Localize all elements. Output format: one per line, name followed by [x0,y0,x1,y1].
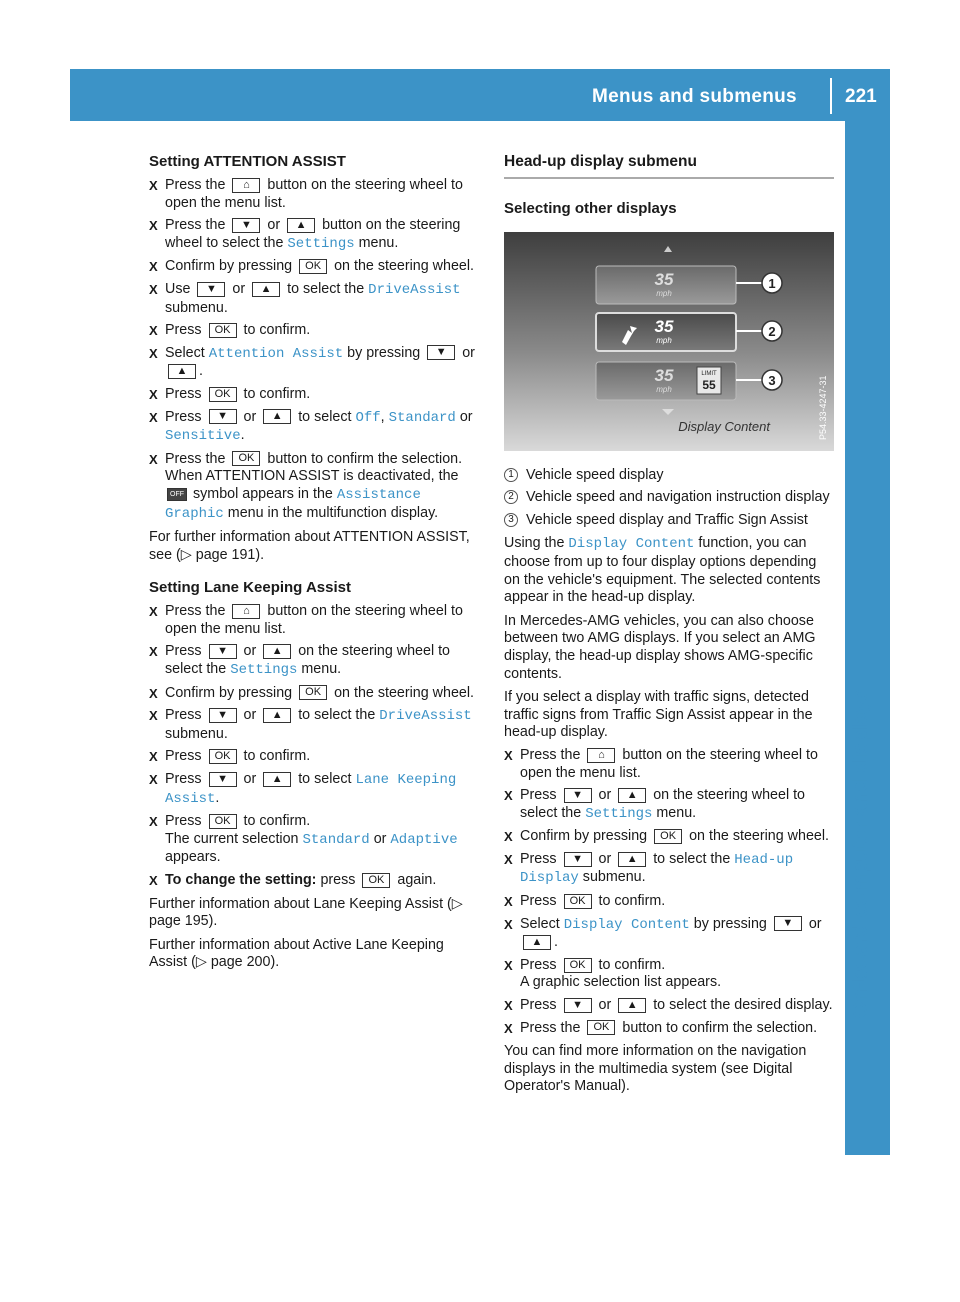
ok-button-icon: OK [654,829,682,844]
step-text: to select [298,408,352,425]
step [504,747,834,782]
menu-name: Settings [287,235,355,252]
step [149,451,482,523]
paragraph-text: function, you can choose from up to four display options depending on the vehicle's equipment. The selected contents appear in the head-up display. [504,535,821,606]
step [149,281,482,317]
speed-value: 35 [654,365,674,385]
step-text: menu. [301,661,342,678]
speed-unit: mph [656,288,672,298]
step-text: Press the [165,217,226,234]
option-value: Standard [388,409,456,426]
down-button-icon: ▼ [774,916,802,931]
option-value: Adaptive [390,831,458,848]
menu-name: Settings [585,805,653,822]
step [149,643,482,679]
up-button-icon: ▲ [287,218,315,233]
step [504,1020,834,1038]
legend-item [504,467,834,485]
step-text: or [808,915,822,932]
step-text: again. [397,872,437,888]
up-button-icon: ▲ [618,998,646,1013]
step-text: by pressing [693,915,767,932]
attention-assist-off-icon: OFF [167,488,187,501]
down-button-icon: ▼ [427,345,455,360]
paragraph: If you select a display with traffic signs, detected traffic signs from Traffic Sign Assist appear in the head-up display. [504,689,813,741]
step [149,603,482,638]
step-text: . [199,363,203,380]
step-text: . [240,427,245,444]
step-text: Press [165,322,202,339]
step-text: Press the [165,177,226,193]
step [149,771,482,808]
step-text: Press [165,813,202,830]
step-text: Confirm by pressing [165,684,293,701]
step-text: button on the steering wheel to open the menu list. [165,177,463,211]
down-button-icon: ▼ [209,409,237,424]
header-separator [830,78,832,114]
step-text: Press the [165,603,226,620]
ok-button-icon: OK [209,387,237,402]
step-text: Press [165,643,202,660]
up-button-icon: ▲ [168,364,196,379]
paragraph [504,535,834,606]
paragraph: You can find more information on the navigation displays in the multimedia system (see Digital Operator's Manual). [504,1043,807,1095]
option-value: Standard [302,831,370,848]
up-button-icon: ▲ [618,788,646,803]
step-text: to select the [653,850,731,867]
step [149,707,482,743]
step-text: Confirm by pressing [165,258,293,275]
step-text: A graphic selection list appears. [520,974,722,991]
step [149,813,482,867]
step-text: button on the steering wheel to select the [165,217,461,251]
step-text: or [459,408,473,425]
legend-text: Vehicle speed display and Traffic Sign Assist [526,511,808,528]
step [149,258,482,276]
step-text: to select the [298,707,376,724]
step-text: or [373,830,387,847]
speed-unit: mph [656,384,672,394]
home-button-icon: ⌂ [587,748,615,763]
down-button-icon: ▼ [209,708,237,723]
step [149,217,482,253]
step-text: Press the [520,1019,581,1036]
step-text: To change the setting: [165,872,317,888]
up-button-icon: ▲ [263,708,291,723]
legend-item [504,512,834,530]
down-button-icon: ▼ [209,644,237,659]
step-text: or [232,280,246,297]
menu-name: Settings [230,662,298,679]
step-text: Press the [520,746,581,763]
step-text: to select the [287,280,365,297]
step-text: to confirm. [598,956,666,973]
ok-button-icon: OK [209,814,237,829]
up-button-icon: ▲ [618,852,646,867]
legend-number: 3 [504,513,518,527]
callout-number: 3 [768,372,776,388]
step-text: to select [298,771,352,788]
step-text: or [243,643,257,660]
section-heading-attention-assist: Setting ATTENTION ASSIST [149,153,346,170]
step-text: Press [165,771,202,788]
step-text: to confirm. [243,813,311,830]
step [149,748,482,766]
step-text: button on the steering wheel to open the menu list. [520,746,818,781]
step-text: button to confirm the selection. [267,450,463,467]
legend-number: 2 [504,490,518,504]
step-text: Press [165,707,202,724]
step-text: or [598,850,612,867]
step-text: When ATTENTION ASSIST is deactivated, the [165,468,459,485]
menu-name: Attention Assist [208,345,344,362]
home-button-icon: ⌂ [232,178,260,193]
step-text: on the steering wheel. [334,258,474,275]
menu-name: DriveAssist [368,281,461,298]
legend-item [504,489,834,507]
step-text: Press the [165,450,226,467]
step-text: menu in the multifunction display. [227,504,439,521]
step [149,409,482,446]
ok-button-icon: OK [564,894,592,909]
hud-illustration [504,232,834,451]
step [149,872,482,890]
step-text: submenu. [582,869,646,886]
callout-number: 2 [768,323,776,339]
ok-button-icon: OK [362,873,390,888]
down-button-icon: ▼ [564,852,592,867]
header-title: Menus and submenus [592,86,797,107]
step-text: on the steering wheel to select the [165,643,451,678]
section-heading-head-up-display: Head-up display submenu [504,152,834,179]
left-column [149,152,482,977]
ok-button-icon: OK [232,451,260,466]
step-text: to select the desired display. [653,997,833,1014]
right-column [504,152,834,1101]
step-text: . [215,789,220,806]
step-text: . [554,934,558,951]
step-text: on the steering wheel to select the [520,787,806,821]
ok-button-icon: OK [209,749,237,764]
up-button-icon: ▲ [523,935,551,950]
down-button-icon: ▼ [209,772,237,787]
step-text: Press [520,787,557,804]
step [504,916,834,952]
step-text: Press [520,850,557,867]
step-text: or [598,787,612,804]
step-text: to confirm. [243,748,311,765]
callout-number: 1 [768,275,776,291]
step-text: menu. [656,804,697,821]
step-text: submenu. [165,299,228,316]
step [504,893,834,911]
speed-value: 35 [654,269,674,289]
note: Further information about Lane Keeping Assist (▷ page 195). [149,895,463,930]
step [504,851,834,888]
page-number: 221 [845,86,877,107]
menu-name: Display Content [563,916,690,933]
option-value: Sensitive [165,428,241,445]
step-text: menu. [358,234,399,251]
step-text: symbol appears in the [192,485,333,502]
legend-text: Vehicle speed and navigation instruction display [526,489,830,506]
menu-name: Lane Keeping Assist [165,772,457,807]
step-text: on the steering wheel. [689,828,829,845]
step [149,386,482,404]
step-text: or [243,707,257,724]
step-text: Press [520,893,557,910]
step [149,322,482,340]
paragraph: In Mercedes-AMG vehicles, you can also choose between two AMG displays. If you select an AMG display, the head-up display shows AMG-specific contents. [504,612,816,682]
step-text: , [380,408,385,425]
step [504,787,834,823]
step-text: to confirm. [243,385,311,402]
limit-value: 55 [702,377,716,392]
step-text: Select [520,915,560,932]
down-button-icon: ▼ [232,218,260,233]
step-text: to confirm. [243,322,311,339]
up-button-icon: ▲ [263,644,291,659]
option-value: Off [355,409,381,426]
menu-name: Assistance Graphic [165,486,421,522]
step-text: Press [520,956,557,973]
ok-button-icon: OK [299,685,327,700]
step-text: Press [165,408,202,425]
step-text: press [320,872,356,888]
step-text: to confirm. [598,893,666,910]
paragraph-text: Using the [504,535,565,552]
speed-value: 35 [654,316,674,336]
step-text: appears. [165,849,221,866]
ok-button-icon: OK [587,1020,615,1035]
menu-name: Display Content [568,536,695,553]
step [149,345,482,381]
step-text: on the steering wheel. [334,684,474,701]
step-text: Press [165,385,202,402]
side-tab-label: On-board computer and displays [849,688,872,1018]
step [149,177,482,212]
figure-ref-code: P54.33-4247-31 [818,375,828,440]
up-button-icon: ▲ [252,282,280,297]
figure-caption: Display Content [678,418,770,434]
speed-unit: mph [656,335,672,345]
ok-button-icon: OK [564,958,592,973]
step-text: or [462,344,475,361]
legend-text: Vehicle speed display [526,466,664,483]
step-text: or [598,997,612,1014]
home-button-icon: ⌂ [232,604,260,619]
note: For further information about ATTENTION ASSIST, see (▷ page 191). [149,529,470,563]
step-text: or [243,408,257,425]
step [504,828,834,846]
down-button-icon: ▼ [564,998,592,1013]
step-text: Press [165,748,202,765]
step [504,957,834,992]
ok-button-icon: OK [209,323,237,338]
step-text: Confirm by pressing [520,828,648,845]
step-text: or [243,771,257,788]
step-text: Press [520,997,557,1014]
step-text: button on the steering wheel to open the menu list. [165,603,463,637]
menu-name: Head-up Display [520,851,794,887]
menu-name: DriveAssist [379,708,472,725]
step-text: button to confirm the selection. [622,1019,818,1036]
up-button-icon: ▲ [263,409,291,424]
step-text: Select [165,344,205,361]
step-text: The current selection [165,830,299,847]
section-heading-lane-keeping: Setting Lane Keeping Assist [149,579,351,597]
subheading: Selecting other displays [504,200,677,217]
step-text: Use [165,280,191,297]
down-button-icon: ▼ [197,282,225,297]
step-text: by pressing [347,344,421,361]
step-text: submenu. [165,725,228,742]
up-button-icon: ▲ [263,772,291,787]
legend-number: 1 [504,468,518,482]
display-content-figure [504,232,834,451]
limit-label: LIMIT [701,370,717,377]
note: Further information about Active Lane Keeping Assist (▷ page 200). [149,936,444,971]
step [504,997,834,1015]
ok-button-icon: OK [299,259,327,274]
step-text: or [267,217,281,234]
step [149,685,482,703]
down-button-icon: ▼ [564,788,592,803]
